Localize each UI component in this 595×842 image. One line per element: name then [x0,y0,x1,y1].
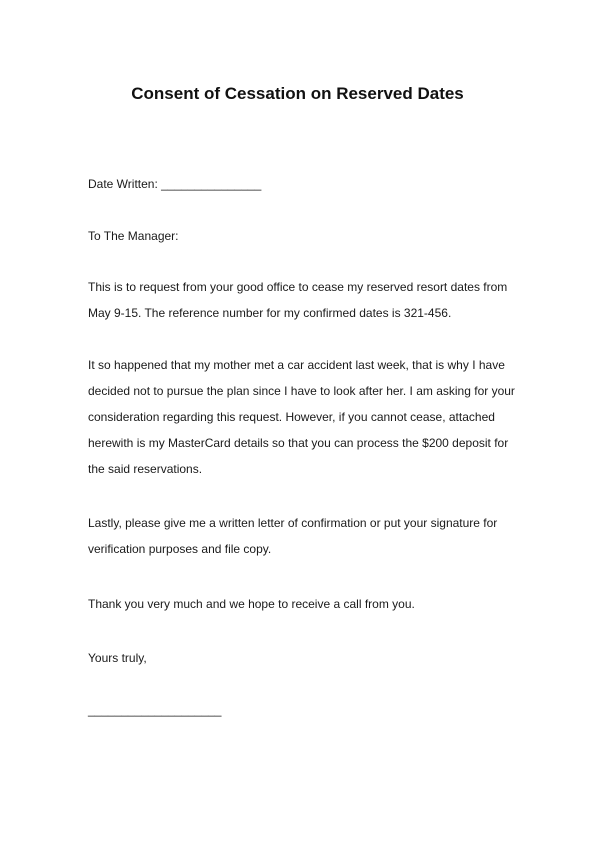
signature-line: ____________________ [88,703,222,717]
salutation: To The Manager: [88,229,179,243]
paragraph-3-line-1: Lastly, please give me a written letter of confirmation or put your signature for [88,516,498,530]
document-title: Consent of Cessation on Reserved Dates [131,84,464,103]
paragraph-2-line-5: the said reservations. [88,462,203,476]
paragraph-1-line-2: May 9-15. The reference number for my confirmed dates is 321-456. [88,306,452,320]
paragraph-2-line-4: herewith is my MasterCard details so that you can process the $200 deposit for [88,436,509,450]
paragraph-2-line-2: decided not to pursue the plan since I have to look after her. I am asking for your [88,384,515,398]
paragraph-2-line-3: consideration regarding this request. However, if you cannot cease, attached [88,410,495,424]
paragraph-1-line-1: This is to request from your good office to cease my reserved resort dates from [88,280,508,294]
paragraph-3-line-2: verification purposes and file copy. [88,542,272,556]
thanks-line: Thank you very much and we hope to receive a call from you. [88,597,415,611]
paragraph-2-line-1: It so happened that my mother met a car accident last week, that is why I have [88,358,505,372]
date-written-line: Date Written: _______________ [88,177,262,191]
closing: Yours truly, [88,651,147,665]
